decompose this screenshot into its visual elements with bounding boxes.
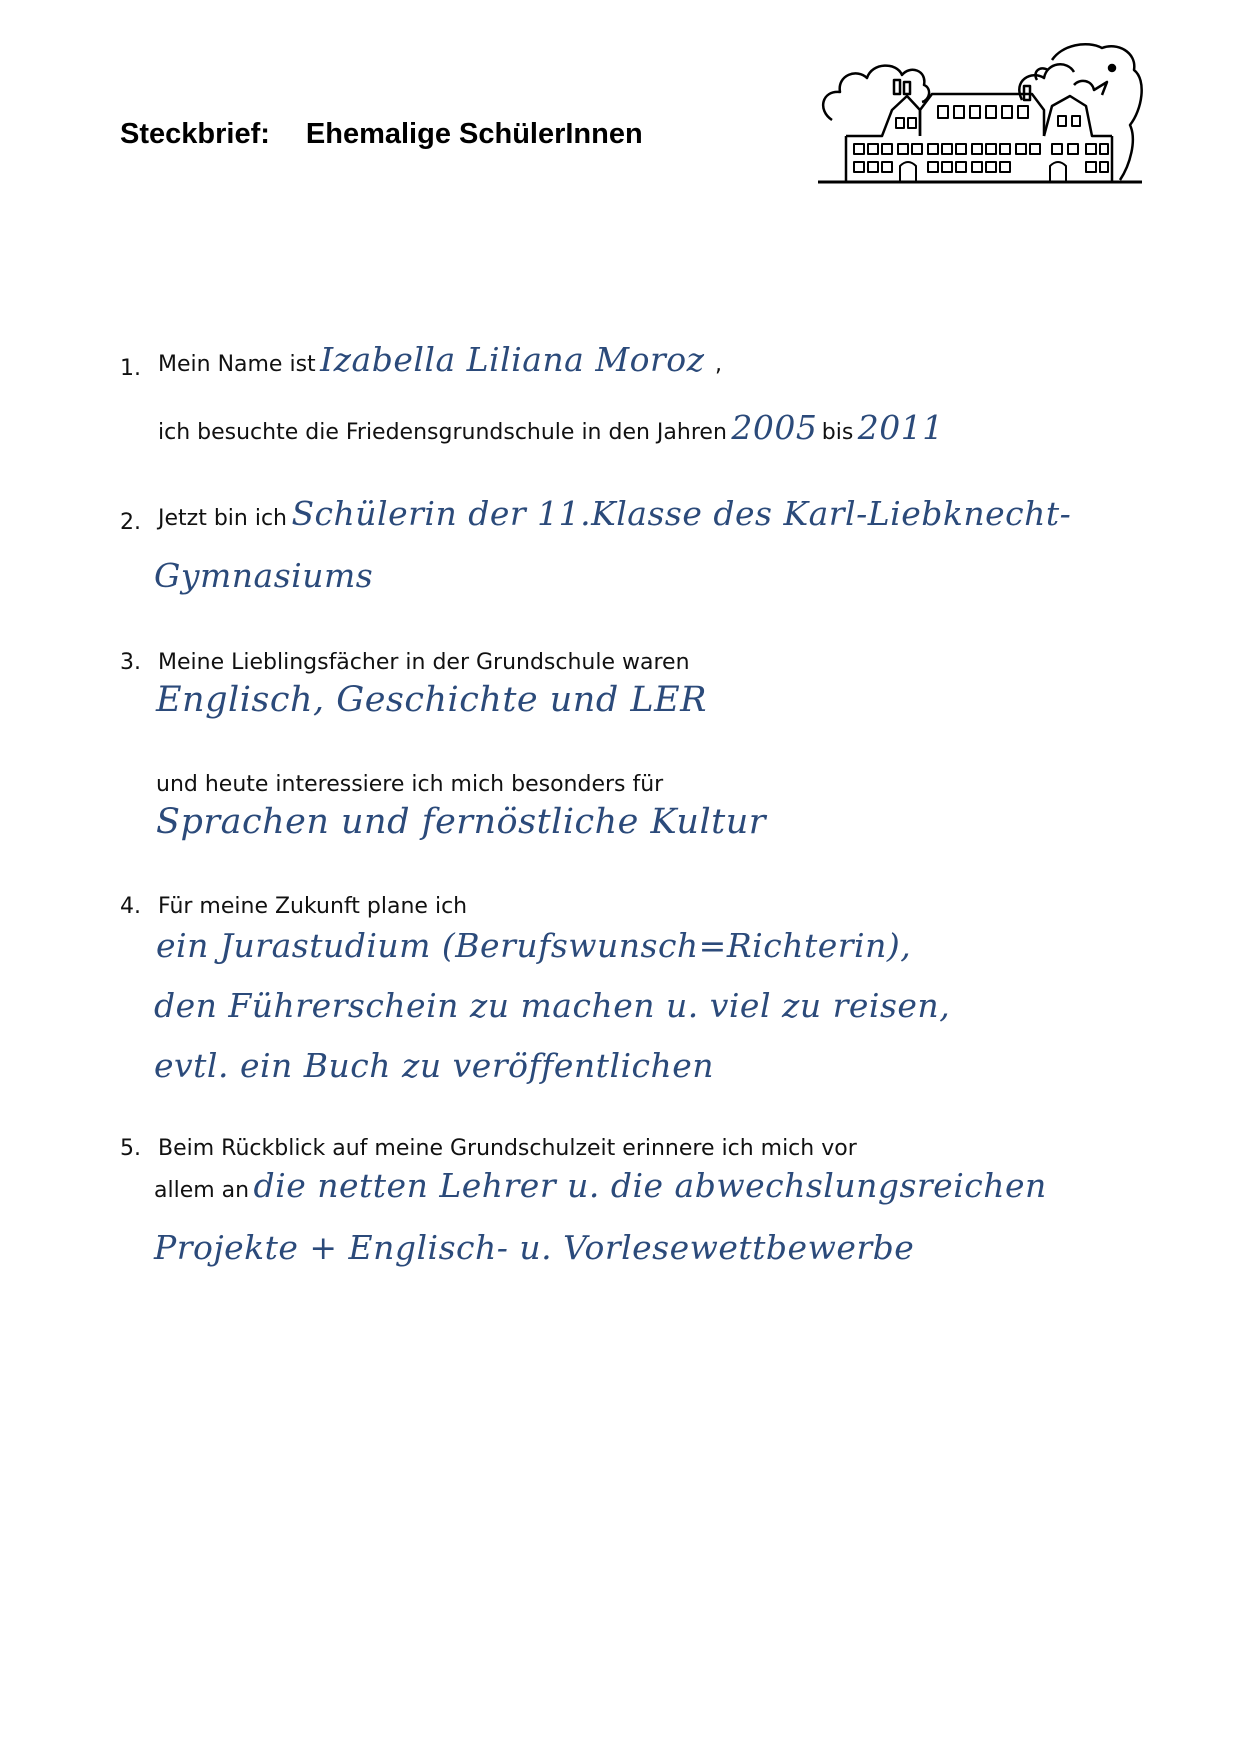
title-label: Steckbrief: <box>120 118 270 150</box>
item-4-answer-line-1: ein Jurastudium (Berufswunsch=Richterin), <box>156 926 912 965</box>
item-1-year-to: 2011 <box>857 408 944 447</box>
item-1-trail: , <box>714 352 722 377</box>
title-text: Ehemalige SchülerInnen <box>305 118 643 150</box>
item-5-answer-line-1: die netten Lehrer u. die abwechslungsreichen <box>253 1166 1047 1205</box>
item-5-prompt-2: allem an <box>154 1178 250 1203</box>
item-2-answer-line-1: Schülerin der 11.Klasse des Karl-Liebknecht- <box>291 494 1072 533</box>
item-2-answer-line-2: Gymnasiums <box>154 556 374 595</box>
item-2-prompt: Jetzt bin ich <box>158 506 287 531</box>
item-5-prompt: Beim Rückblick auf meine Grundschulzeit erinnere ich mich vor <box>158 1136 857 1161</box>
item-1-prompt: Mein Name ist <box>158 352 316 377</box>
item-2-number: 2. <box>120 510 141 535</box>
school-building-logo <box>812 40 1148 192</box>
item-1-line-2 <box>158 408 944 447</box>
document-title <box>120 118 643 151</box>
item-3-prompt-2: und heute interessiere ich mich besonders für <box>156 772 664 797</box>
item-5-number: 5. <box>120 1136 141 1161</box>
item-1-number: 1. <box>120 356 141 381</box>
item-1-prompt-2: ich besuchte die Friedensgrundschule in den Jahren <box>158 420 727 445</box>
item-1-year-from: 2005 <box>731 408 818 447</box>
item-5-line-2 <box>154 1166 1047 1205</box>
item-1-answer: Izabella Liliana Moroz <box>320 340 705 379</box>
item-1-between: bis <box>821 420 854 445</box>
item-3-answer-2: Sprachen und fernöstliche Kultur <box>156 802 766 842</box>
item-3-answer: Englisch, Geschichte und LER <box>156 680 708 720</box>
item-4-prompt: Für meine Zukunft plane ich <box>158 894 468 919</box>
item-3-number: 3. <box>120 650 141 675</box>
item-4-number: 4. <box>120 894 141 919</box>
item-3-prompt: Meine Lieblingsfächer in der Grundschule waren <box>158 650 690 675</box>
item-5-answer-line-2: Projekte + Englisch- u. Vorlesewettbewerbe <box>154 1228 915 1267</box>
item-2-line-1 <box>158 494 1071 533</box>
item-4-answer-line-3: evtl. ein Buch zu veröffentlichen <box>154 1046 715 1085</box>
item-1-line-1 <box>158 340 722 379</box>
item-4-answer-line-2: den Führerschein zu machen u. viel zu reisen, <box>154 986 951 1025</box>
